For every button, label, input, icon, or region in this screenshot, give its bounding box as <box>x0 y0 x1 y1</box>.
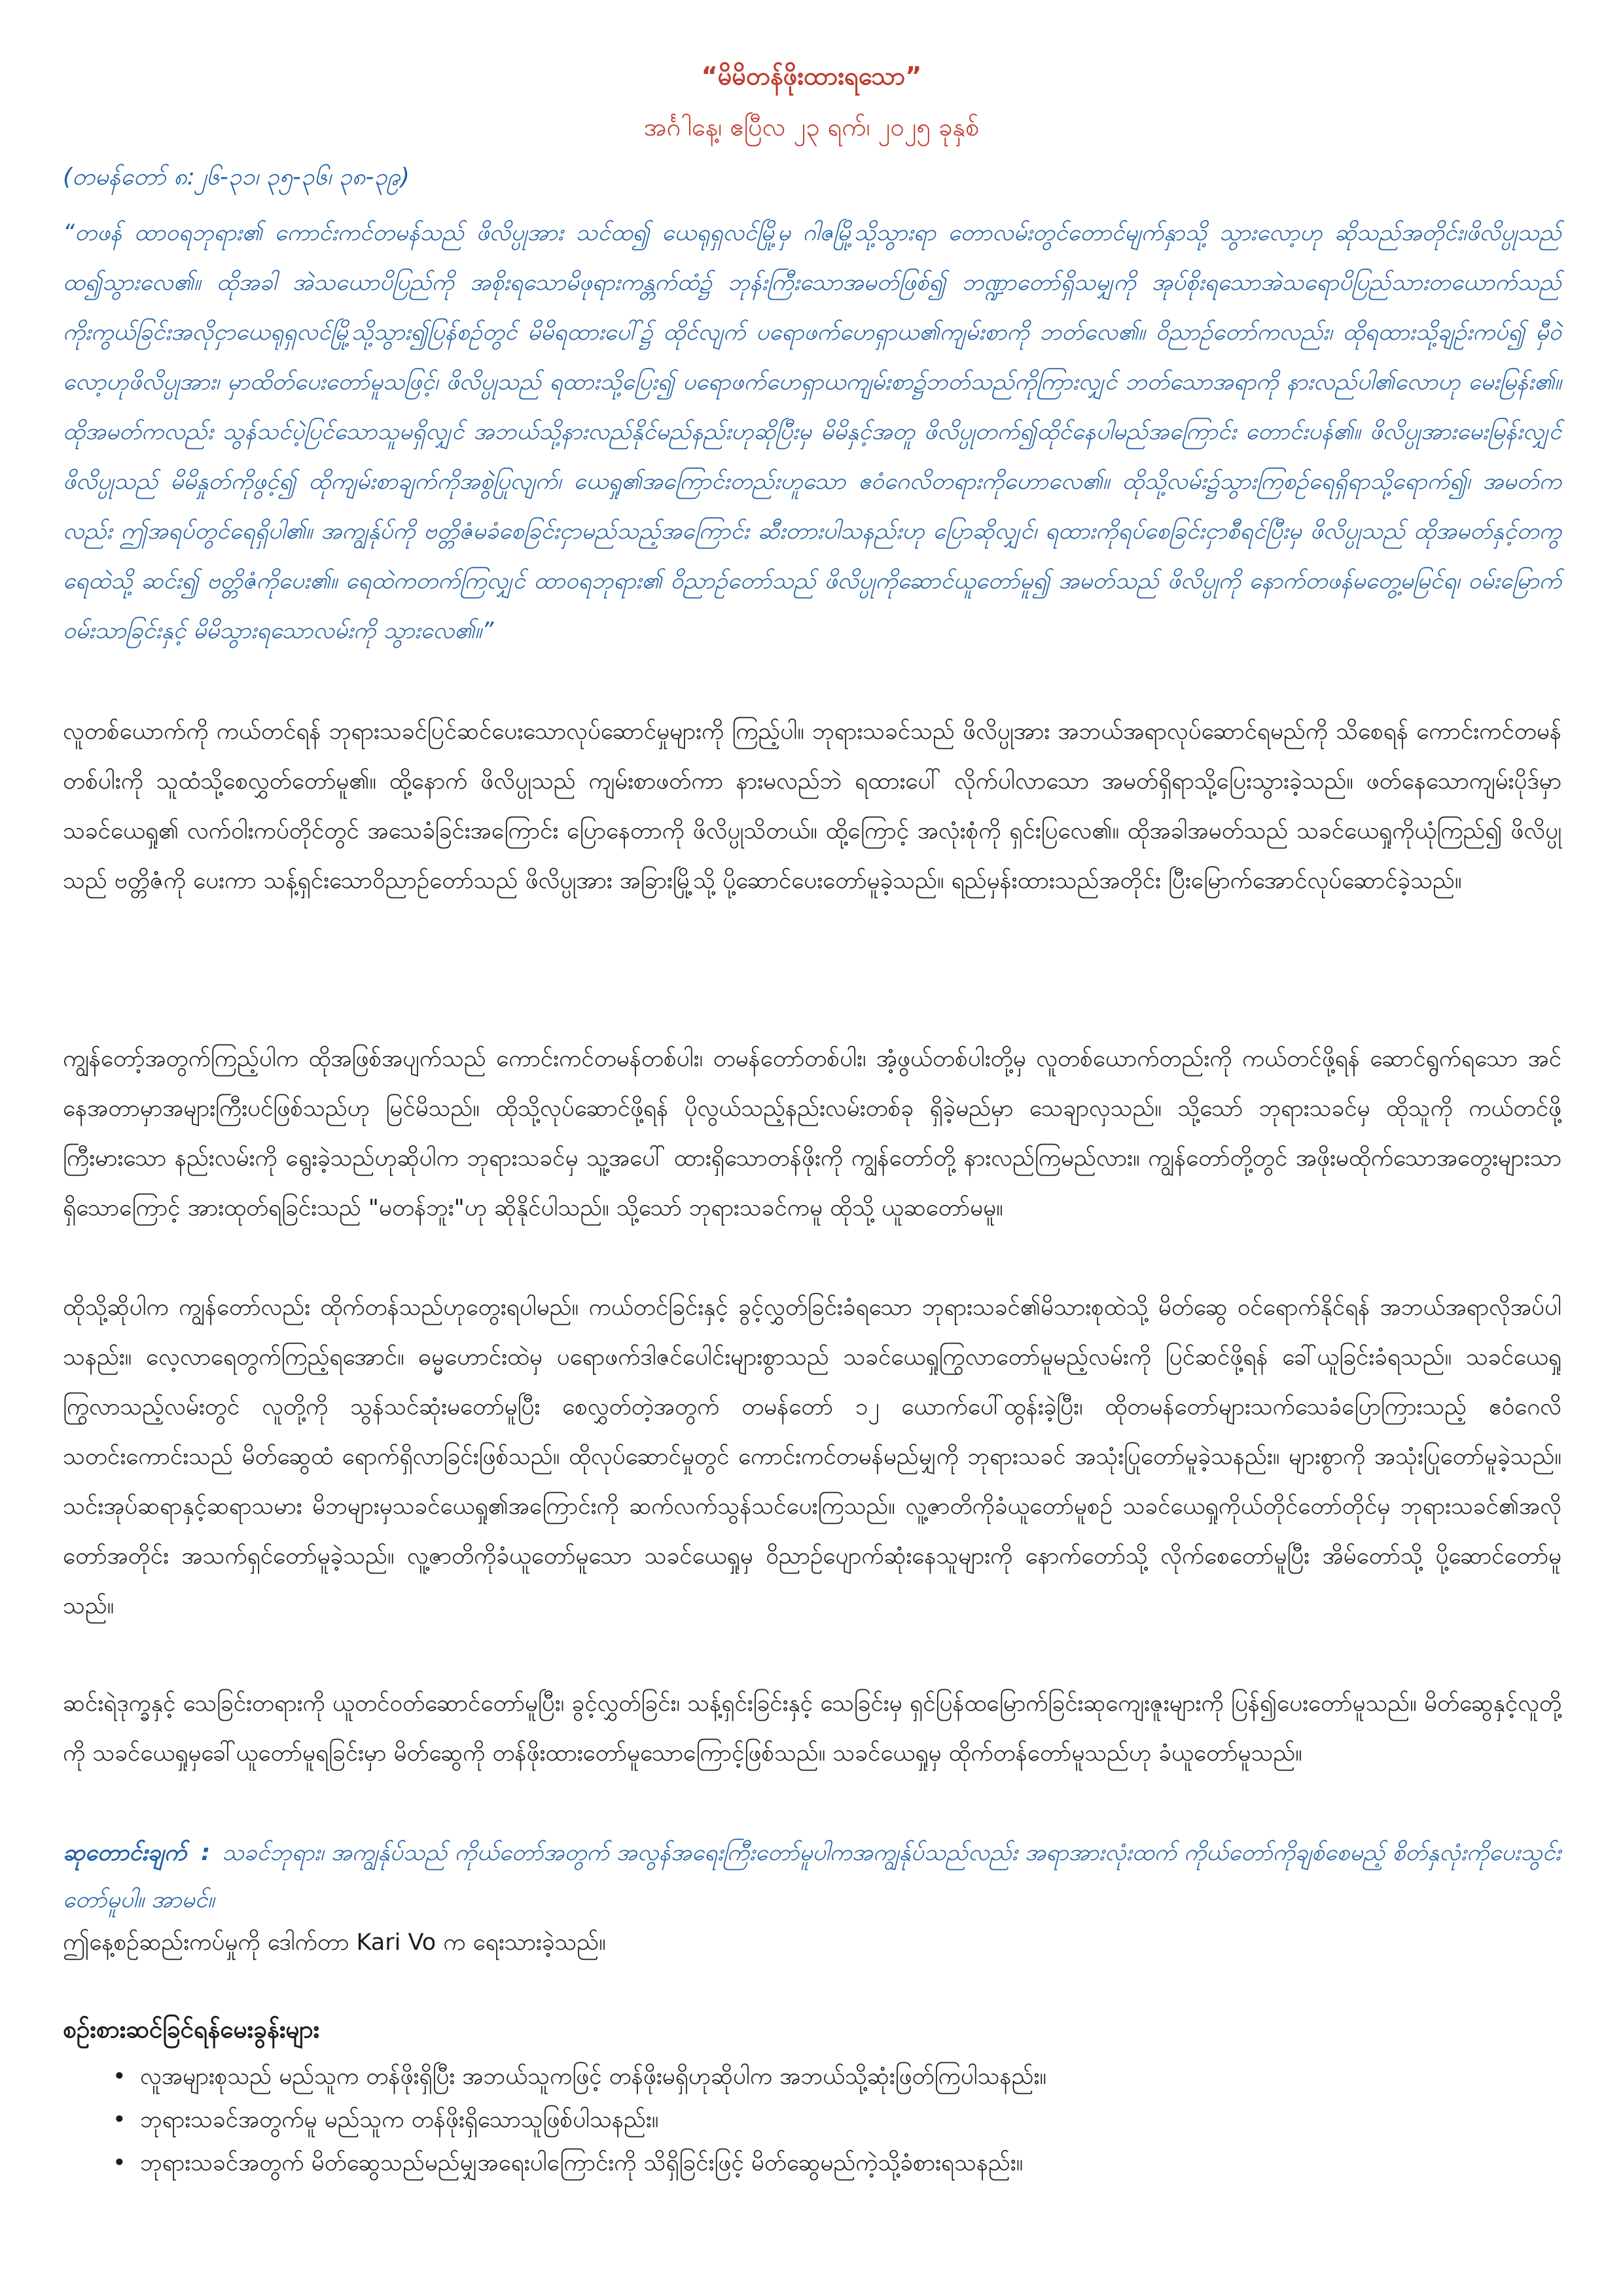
question-item <box>63 2098 1561 2142</box>
question-item <box>63 2142 1561 2185</box>
question-item <box>63 2055 1561 2098</box>
body-paragraph-2: ကျွန်တော့်အတွက်ကြည့်ပါက ထိုအဖြစ်အပျက်သည် ကောင်းကင်တမန်တစ်ပါး၊ တမန်တော်တစ်ပါး၊ အံ့ဖွယ်တစ်ပါးတို့မှ လူတစ်ယောက်တည်းကို ကယ်တင်ဖို့ရန် ဆောင်ရွက်ရသော အင်နေအတာမှာအများကြီးပင်ဖြစ်သည်ဟု မြင်မိသည်။ ထိုသို့လုပ်ဆောင်ဖို့ရန် ပိုလွယ်သည့်နည်းလမ်းတစ်ခု ရှိခဲ့မည်မှာ သေချာလှသည်။ သို့သော် ဘုရားသခင်မှ ထိုသူကို ကယ်တင်ဖို့ကြီးမားသော နည်းလမ်းကို ရွေးခဲ့သည်ဟုဆိုပါက ဘုရားသခင်မှ သူ့အပေါ် ထားရှိသောတန်ဖိုးကို ကျွန်တော်တို့ နားလည်ကြမည်လား။ ကျွန်တော်တို့တွင် အဖိုးမထိုက်သောအတွေးများသာရှိသောကြောင့် အားထုတ်ရခြင်းသည် "မတန်ဘူး"ဟု ဆိုနိုင်ပါသည်။ သို့သော် ဘုရားသခင်ကမူ ထိုသို့ ယူဆတော်မမူ။ <box>63 1046 1561 1221</box>
question-text: ဘုရားသခင်အတွက်မူ မည်သူက တန်ဖိုးရှိသောသူဖြစ်ပါသနည်း။ <box>140 2107 659 2133</box>
bullet-icon: • <box>113 2064 126 2090</box>
prayer-label: ဆုတောင်းချက် <box>63 1840 187 1866</box>
scripture-quote: “တဖန် ထာဝရဘုရား၏ ကောင်းကင်တမန်သည် ဖိလိပ္ပုအား သင်ထ၍ ယေရုရှလင်မြို့မှ ဂါဇမြို့သို့သွားရာ တောလမ်းတွင်တောင်မျက်နှာသို့ သွားလော့ဟု ဆိုသည်အတိုင်း၊ဖိလိပ္ပုသည်ထ၍သွားလေ၏။ ထိုအခါ အဲသယောပိပြည်ကို အစိုးရသောမိဖုရားကန္တက်ထံ၌ ဘုန်းကြီးသောအမတ်ဖြစ်၍ ဘဏ္ဍာတော်ရှိသမျှကို အုပ်စိုးရသောအဲသရောပိပြည်သားတယောက်သည် ကိုးကွယ်ခြင်းအလိုငှာယေရုရှလင်မြို့သို့သွား၍ပြန်စဉ်တွင် မိမိရထားပေါ်၌ ထိုင်လျက် ပရောဖက်ဟေရှာယ၏ကျမ်းစာကို ဘတ်လေ၏။ ဝိညာဉ်တော်ကလည်း၊ ထိုရထားသို့ချဉ်းကပ်၍ မှီဝဲလော့ဟုဖိလိပ္ပုအား၊ မှာထိတ်ပေးတော်မူသဖြင့်၊ ဖိလိပ္ပုသည် ရထားသို့ပြေး၍ ပရောဖက်ဟေရှာယကျမ်းစာ၌ဘတ်သည်ကိုကြားလျှင် ဘတ်သောအရာကို နားလည်ပါ၏လောဟု မေးမြန်း၏။ ထိုအမတ်ကလည်း သွန်သင်ပဲ့ပြင်သောသူမရှိလျှင် အဘယ်သို့နားလည်နိုင်မည်နည်းဟုဆိုပြီးမှ မိမိနှင့်အတူ ဖိလိပ္ပုတက်၍ထိုင်နေပါမည်အကြောင်း တောင်းပန်၏။ ဖိလိပ္ပုအားမေးမြန်းလျှင် ဖိလိပ္ပုသည် မိမိနှုတ်ကိုဖွင့်၍ ထိုကျမ်းစာချက်ကိုအစွဲပြုလျက်၊ ယေရှု၏အကြောင်းတည်းဟူသော ဧဝံဂေလိတရားကိုဟောလေ၏။ ထိုသို့လမ်း၌သွားကြစဉ်ရေရှိရာသို့ရောက်၍၊ အမတ်ကလည်း ဤအရပ်တွင်ရေရှိပါ၏။ အကျွန်ုပ်ကို ဗတ္တိဇံမခံစေခြင်းငှာမည်သည့်အကြောင်း ဆီးတားပါသနည်းဟု ပြောဆိုလျှင်၊ ရထားကိုရပ်စေခြင်းငှာစီရင်ပြီးမှ ဖိလိပ္ပုသည် ထိုအမတ်နှင့်တကွ ရေထဲသို့ ဆင်း၍ ဗတ္တိဇံကိုပေး၏။ ရေထဲကတက်ကြလျှင် ထာဝရဘုရား၏ ဝိညာဉ်တော်သည် ဖိလိပ္ပုကိုဆောင်ယူတော်မူ၍ အမတ်သည် ဖိလိပ္ပုကို နောက်တဖန်မတွေ့မမြင်ရ၊ ဝမ်းမြောက်ဝမ်းသာခြင်းနှင့် မိမိသွားရသောလမ်းကို သွားလေ၏။” <box>63 220 1561 644</box>
bullet-icon: • <box>113 2107 126 2133</box>
body-paragraph-3: ထိုသို့ဆိုပါက ကျွန်တော်လည်း ထိုက်တန်သည်ဟုတွေးရပါမည်။ ကယ်တင်ခြင်းနှင့် ခွင့်လွှတ်ခြင်းခံရသော ဘုရားသခင်၏မိသားစုထဲသို့ မိတ်ဆွေ ဝင်ရောက်နိုင်ရန် အဘယ်အရာလိုအပ်ပါသနည်း။ လေ့လာရေတွက်ကြည့်ရအောင်။ ဓမ္မဟောင်းထဲမှ ပရောဖက်ဒါဇင်ပေါင်းများစွာသည် သခင်ယေရှုကြွလာတော်မူမည့်လမ်းကို ပြင်ဆင်ဖို့ရန် ခေါ်ယူခြင်းခံရသည်။ သခင်ယေရှုကြွလာသည့်လမ်းတွင် လူတို့ကို သွန်သင်ဆုံးမတော်မူပြီး စေလွှတ်တဲ့အတွက် တမန်တော် ၁၂ ယောက်ပေါ်ထွန်းခဲ့ပြီး၊ ထိုတမန်တော်များသက်သေခံပြောကြားသည့် ဧဝံဂေလိသတင်းကောင်းသည် မိတ်ဆွေထံ ရောက်ရှိလာခြင်းဖြစ်သည်။ ထိုလုပ်ဆောင်မှုတွင် ကောင်းကင်တမန်မည်မျှကို ဘုရားသခင် အသုံးပြုတော်မူခဲ့သနည်း။ များစွာကို အသုံးပြုတော်မူခဲ့သည်။ သင်းအုပ်ဆရာနှင့်ဆရာသမား မိဘများမှသခင်ယေရှု၏အကြောင်းကို ဆက်လက်သွန်သင်ပေးကြသည်။ လူ့ဇာတိကိုခံယူတော်မူစဉ် သခင်ယေရှုကိုယ်တိုင်တော်တိုင်မှ ဘုရားသခင်၏အလိုတော်အတိုင်း အသက်ရှင်တော်မူခဲ့သည်။ လူ့ဇာတိကိုခံယူတော်မူသော သခင်ယေရှုမှ ဝိညာဉ်ပျောက်ဆုံးနေသူများကို နောက်တော်သို့ လိုက်စေတော်မူပြီး အိမ်တော်သို့ ပို့ဆောင်တော်မူသည်။ <box>63 1295 1561 1619</box>
author-credit: ဤနေ့စဉ်ဆည်းကပ်မှုကို ဒေါက်တာ Kari Vo က ရေးသားခဲ့သည်။ <box>63 1929 606 1956</box>
prayer <box>63 1829 1561 1924</box>
page-title: “မိမိတန်ဖိုးထားရသော” <box>701 62 922 90</box>
question-text: ဘုရားသခင်အတွက် မိတ်ဆွေသည်မည်မျှအရေးပါကြောင်းကို သိရှိခြင်းဖြင့် မိတ်ဆွေမည်ကဲ့သို့ခံစားရသနည်း။ <box>140 2150 1024 2176</box>
body-paragraph-4: ဆင်းရဲဒုက္ခနှင့် သေခြင်းတရားကို ယူတင်ဝတ်ဆောင်တော်မူပြီး၊ ခွင့်လွှတ်ခြင်း၊ သန့်ရှင်းခြင်းနှင့် သေခြင်းမှ ရှင်ပြန်ထမြောက်ခြင်းဆုကျေးဇူးများကို ပြန်၍ပေးတော်မူသည်။ မိတ်ဆွေနှင့်လူတို့ကို သခင်ယေရှုမှခေါ်ယူတော်မူရခြင်းမှာ မိတ်ဆွေကို တန်ဖိုးထားတော်မူသောကြောင့်ဖြစ်သည်။ သခင်ယေရှုမှ ထိုက်တန်တော်မူသည်ဟု ခံယူတော်မူသည်။ <box>63 1691 1561 1767</box>
scripture-reference: (တမန်တော် ၈:၂၆-၃၁၊ ၃၅-၃၆၊ ၃၈-၃၉) <box>63 164 410 190</box>
prayer-colon: : <box>201 1840 211 1866</box>
question-text: လူအများစုသည် မည်သူက တန်ဖိုးရှိပြီး အဘယ်သူကဖြင့် တန်ဖိုးမရှိဟုဆိုပါက အဘယ်သို့ဆုံးဖြတ်ကြပါသနည်း။ <box>140 2064 1046 2090</box>
questions-heading: စဉ်းစားဆင်ခြင်ရန်မေးခွန်းများ <box>63 2015 319 2043</box>
page-date: အင်္ဂါနေ့၊ ဧပြီလ ၂၃ ရက်၊ ၂၀၂၅ ခုနှစ် <box>643 113 980 141</box>
prayer-text: သခင်ဘုရား၊ အကျွန်ုပ်သည် ကိုယ်တော်အတွက် အလွန်အရေးကြီးတော်မူပါကအကျွန်ုပ်သည်လည်း အရာအားလုံးထက် ကိုယ်တော်ကိုချစ်စေမည့် စိတ်နှလုံးကိုပေးသွင်းတော်မူပါ။ အာမင်။ <box>63 1840 1561 1913</box>
bullet-icon: • <box>113 2150 126 2176</box>
questions-list <box>63 2055 1561 2185</box>
body-paragraph-1: လူတစ်ယောက်ကို ကယ်တင်ရန် ဘုရားသခင်ပြင်ဆင်ပေးသောလုပ်ဆောင်မှုများကို ကြည့်ပါ။ ဘုရားသခင်သည် ဖိလိပ္ပုအား အဘယ်အရာလုပ်ဆောင်ရမည်ကို သိစေရန် ကောင်းကင်တမန်တစ်ပါးကို သူထံသို့စေလွှတ်တော်မူ၏။ ထို့နောက် ဖိလိပ္ပုသည် ကျမ်းစာဖတ်ကာ နားမလည်ဘဲ ရထားပေါ် လိုက်ပါလာသော အမတ်ရှိရာသို့ပြေးသွားခဲ့သည်။ ဖတ်နေသောကျမ်းပိုဒ်မှာ သခင်ယေရှု၏ လက်ဝါးကပ်တိုင်တွင် အသေခံခြင်းအကြောင်း ပြောနေတာကို ဖိလိပ္ပုသိတယ်။ ထို့ကြောင့် အလုံးစုံကို ရှင်းပြလေ၏။ ထိုအခါအမတ်သည် သခင်ယေရှုကိုယုံကြည်၍ ဖိလိပ္ပုသည် ဗတ္တိဇံကို ပေးကာ သန့်ရှင်းသောဝိညာဉ်တော်သည် ဖိလိပ္ပုအား အခြားမြို့သို့ ပို့ဆောင်ပေးတော်မူခဲ့သည်။ ရည်မှန်းထားသည်အတိုင်း ပြီးမြောက်အောင်လုပ်ဆောင်ခဲ့သည်။ <box>63 719 1561 894</box>
